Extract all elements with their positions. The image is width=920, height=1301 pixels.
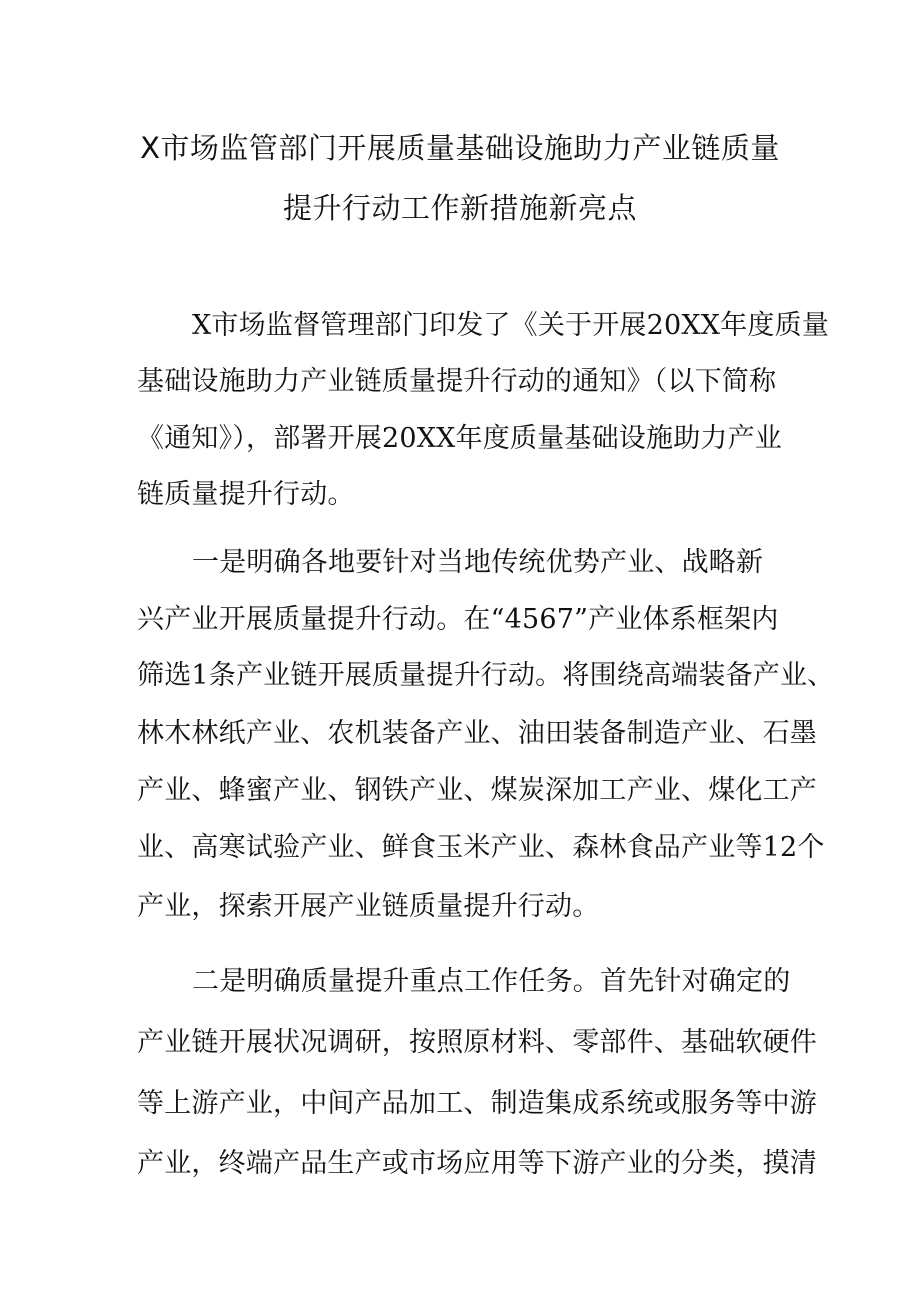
paragraph-1-line-1: X市场监督管理部门印发了《关于开展20XX年度质量: [192, 310, 830, 341]
document-title-line-1: X市场监管部门开展质量基础设施助力产业链质量: [140, 131, 780, 165]
paragraph-2-line-5: 产业、蜂蜜产业、钢铁产业、煤炭深加工产业、煤化工产: [137, 775, 817, 806]
paragraph-2-line-1: 一是明确各地要针对当地传统优势产业、战略新: [192, 547, 764, 578]
paragraph-2-line-4: 林木林纸产业、农机装备产业、油田装备制造产业、石墨: [137, 718, 817, 749]
paragraph-2-line-3: 筛选1条产业链开展质量提升行动。将围绕高端装备产业、: [137, 660, 835, 691]
paragraph-3-line-3: 等上游产业，中间产品加工、制造集成系统或服务等中游: [137, 1088, 817, 1119]
paragraph-3-line-2: 产业链开展状况调研，按照原材料、零部件、基础软硬件: [137, 1027, 817, 1058]
document-title-line-2: 提升行动工作新措施新亮点: [282, 191, 637, 225]
paragraph-3-line-1: 二是明确质量提升重点工作任务。首先针对确定的: [192, 966, 791, 997]
paragraph-2-line-2: 兴产业开展质量提升行动。在“4567”产业体系框架内: [137, 604, 779, 635]
paragraph-2-line-6: 业、高寒试验产业、鲜食玉米产业、森林食品产业等12个: [137, 832, 825, 863]
paragraph-1-line-2: 基础设施助力产业链质量提升行动的通知》（以下简称: [137, 366, 777, 397]
paragraph-1-line-3: 《通知》），部署开展20XX年度质量基础设施助力产业: [137, 423, 782, 454]
paragraph-3-line-4: 产业，终端产品生产或市场应用等下游产业的分类，摸清: [137, 1148, 817, 1179]
paragraph-1-line-4: 链质量提升行动。: [137, 479, 355, 510]
paragraph-2-line-7: 产业，探索开展产业链质量提升行动。: [137, 891, 600, 922]
